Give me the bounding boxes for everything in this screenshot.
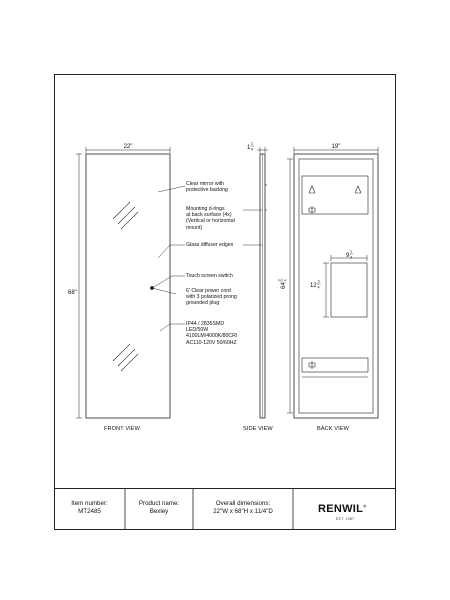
reflection-line	[118, 207, 135, 224]
reflection-line	[121, 212, 138, 229]
leader-line	[152, 276, 172, 288]
item-number-cell	[54, 489, 125, 531]
brand-logo: RENWIL®	[318, 503, 367, 515]
front-width-dim: 22"	[123, 144, 133, 150]
leader-line	[152, 288, 176, 294]
item-number-value: MT2485	[78, 508, 101, 515]
product-name-label: Product name:	[138, 500, 180, 507]
svg-text:4: 4	[350, 255, 353, 260]
box-height-dim	[310, 280, 321, 290]
reflection-line	[118, 349, 135, 366]
callout-diffuser-edges: Glass diffuser edges	[186, 242, 234, 248]
back-width-dim: 19"	[331, 144, 341, 150]
back-height-dim	[278, 279, 288, 290]
leader-line	[158, 186, 185, 192]
reflection-line	[121, 354, 138, 371]
overall-dims-label: Overall dimensions:	[215, 500, 271, 507]
d-ring-side-icon	[309, 206, 315, 214]
reflection-line	[113, 344, 130, 361]
overall-dims-value: 22"W x 68"H x 11/4"D	[213, 508, 273, 515]
leader-line	[160, 324, 170, 331]
svg-text:1: 1	[350, 249, 353, 254]
overall-dims-cell	[193, 489, 293, 531]
box-width-dim	[346, 250, 353, 260]
back-view-title: BACK VIEW	[317, 426, 349, 432]
leader-line	[158, 245, 170, 258]
callout-led-specs: IP44 / 2835SMD LED/50W 4100LM/4000K/80CRI AC110-120V 50/60HZ	[186, 321, 238, 346]
svg-text:3: 3	[277, 279, 282, 282]
driver-box	[331, 263, 367, 317]
svg-text:4: 4	[251, 147, 254, 152]
callout-power-cord: 6' Clear power cord with 3 polarized prong grounded plug	[186, 288, 237, 307]
product-name-value: Bexley	[149, 508, 169, 515]
back-outline	[294, 154, 378, 418]
svg-text:1: 1	[251, 141, 254, 146]
svg-text:9: 9	[346, 253, 350, 259]
svg-text:1: 1	[247, 144, 251, 151]
front-view-title: FRONT VIEW	[104, 426, 141, 432]
front-mirror-outline	[86, 154, 170, 418]
svg-text:3: 3	[317, 279, 320, 284]
d-ring-icon	[309, 186, 315, 193]
d-ring-side-icon	[309, 361, 315, 369]
svg-text:4: 4	[283, 279, 288, 282]
svg-text:64: 64	[280, 282, 287, 289]
side-view-title: SIDE VIEW	[243, 426, 273, 432]
product-name-cell	[125, 489, 193, 531]
front-height-dim: 68"	[68, 290, 77, 296]
d-ring-icon	[355, 186, 361, 193]
side-depth-dim	[247, 142, 254, 152]
item-number-label: Item number:	[71, 500, 108, 507]
brand-established: EST. 1987	[336, 517, 355, 521]
callout-mounting-rings: Mounting d-rings at back surface (4x) (Vertical or horizontal mount)	[186, 206, 235, 231]
svg-text:12: 12	[310, 283, 317, 289]
callout-touch-switch: Touch screen switch	[186, 273, 233, 279]
callout-clear-mirror: Clear mirror with protective backing	[186, 181, 228, 194]
reflection-line	[113, 202, 130, 219]
svg-text:4: 4	[317, 285, 320, 290]
